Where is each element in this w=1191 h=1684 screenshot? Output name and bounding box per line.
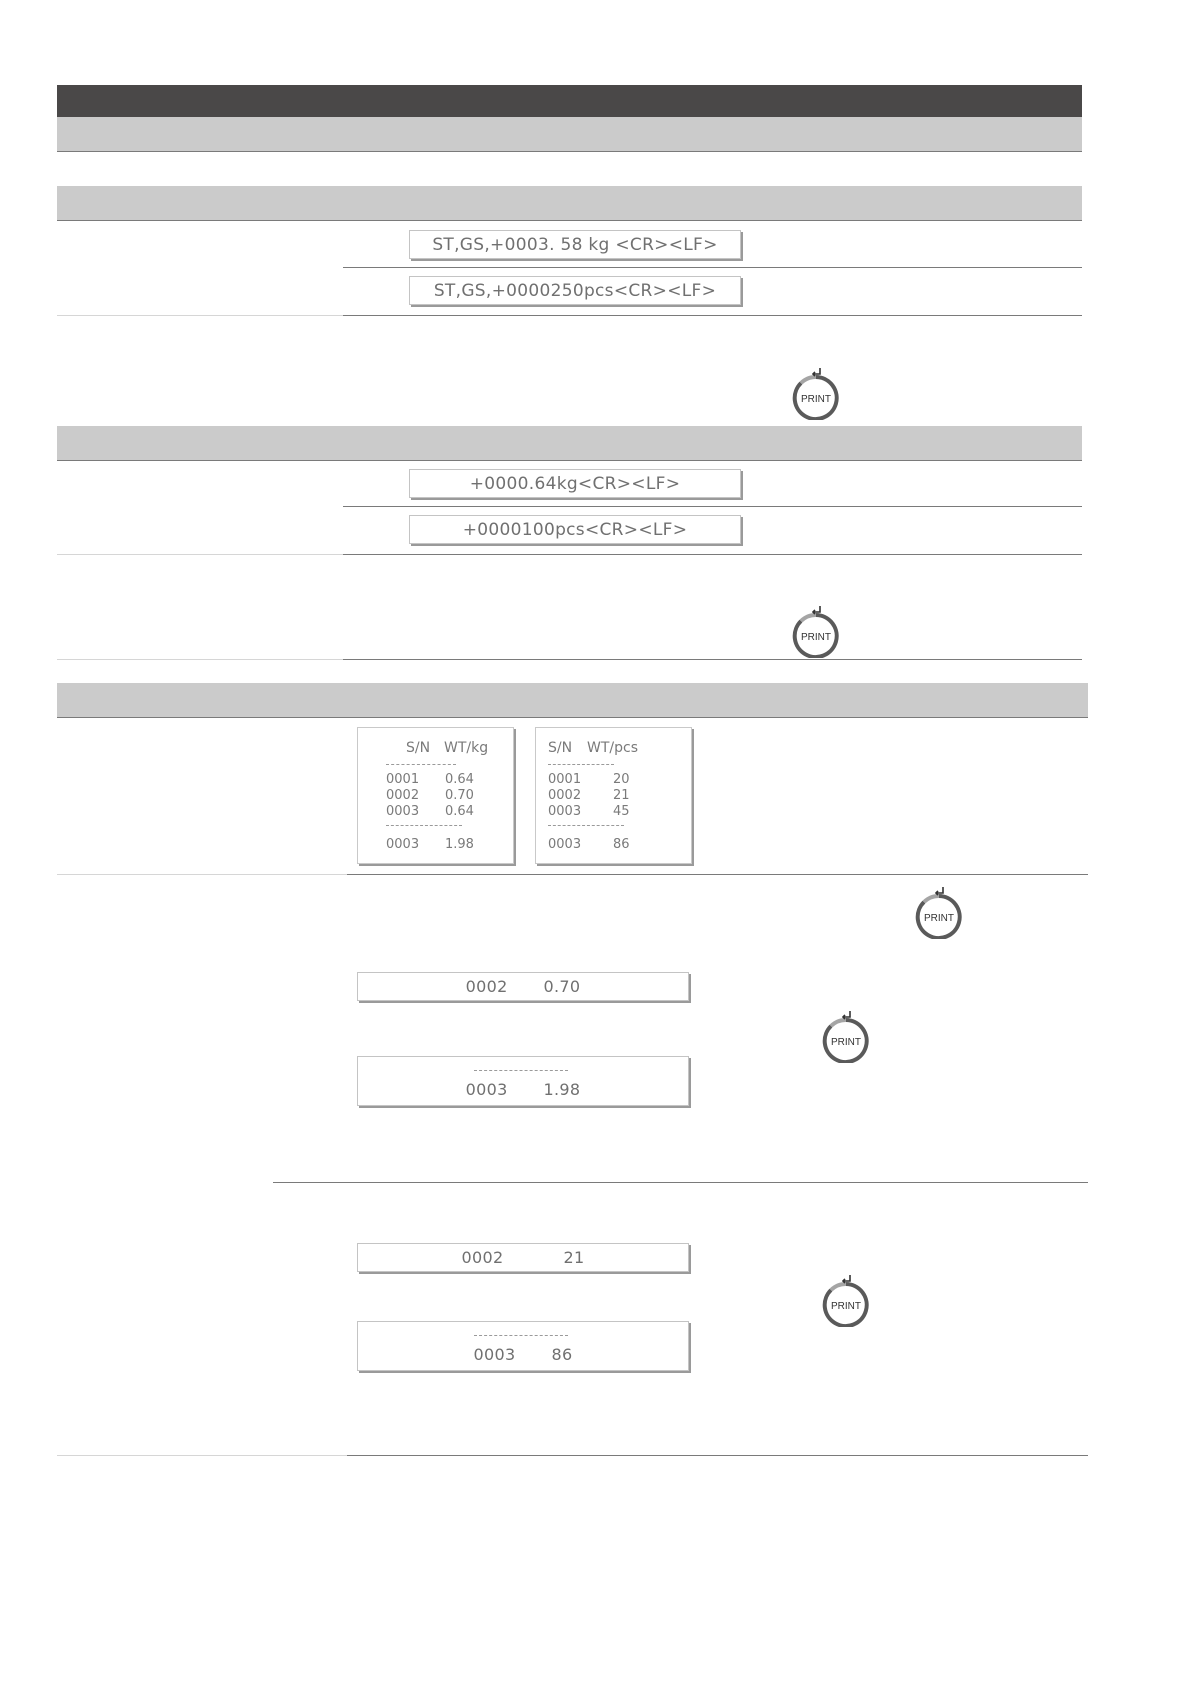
divider — [57, 1455, 347, 1456]
receipt-total-value: 86 — [613, 837, 630, 852]
divider — [273, 1182, 1088, 1183]
print-button-icon — [792, 366, 840, 420]
print-button-icon — [822, 1273, 870, 1327]
continuous-count-format — [409, 276, 741, 305]
divider — [347, 1455, 1088, 1456]
section-bar-accumulation — [57, 683, 1088, 717]
receipt-header-wt: WT/pcs — [587, 740, 638, 756]
receipt-row-sn: 0002 — [548, 788, 582, 803]
receipt-row-sn: 0001 — [386, 772, 420, 787]
svg-text:PRINT: PRINT — [831, 1037, 861, 1048]
svg-text:PRINT: PRINT — [831, 1301, 861, 1312]
divider — [343, 554, 1082, 555]
svg-text:PRINT: PRINT — [801, 632, 831, 643]
divider — [343, 315, 1082, 316]
weight-total-value: 1.98 — [543, 1080, 581, 1099]
weight-total-sn: 0003 — [465, 1080, 508, 1099]
receipt-row-value: 0.64 — [445, 772, 474, 787]
section-bar-continuous — [57, 186, 1082, 220]
svg-text:PRINT: PRINT — [801, 394, 831, 405]
header-bar — [57, 85, 1082, 117]
print-count-format — [409, 515, 741, 544]
count-total-value: 86 — [551, 1345, 573, 1364]
weight-step-sn: 0002 — [465, 977, 508, 996]
svg-text:PRINT: PRINT — [924, 913, 954, 924]
print-button-icon — [915, 885, 963, 939]
section-bar-print — [57, 426, 1082, 460]
divider — [57, 659, 343, 660]
receipt-weight — [357, 727, 514, 864]
receipt-total-value: 1.98 — [445, 837, 474, 852]
section-bar-main — [57, 117, 1082, 151]
receipt-row-value: 21 — [613, 788, 630, 803]
divider — [343, 659, 1082, 660]
receipt-header-sn: S/N — [406, 740, 431, 756]
receipt-row-value: 45 — [613, 804, 630, 819]
print-count-format-text: +0000100pcs<CR><LF> — [462, 519, 688, 540]
divider — [57, 717, 1088, 718]
count-step-total — [357, 1321, 689, 1371]
receipt-header-sn: S/N — [548, 740, 573, 756]
count-step-line — [357, 1243, 689, 1272]
continuous-weight-format-text: ST,GS,+0003. 58 kg <CR><LF> — [432, 234, 718, 255]
divider — [57, 554, 343, 555]
continuous-weight-format — [409, 230, 741, 259]
print-button-icon — [792, 604, 840, 658]
receipt-row-sn: 0003 — [386, 804, 420, 819]
continuous-count-format-text: ST,GS,+0000250pcs<CR><LF> — [433, 280, 717, 301]
print-weight-format-text: +0000.64kg<CR><LF> — [469, 473, 681, 494]
weight-step-total — [357, 1056, 689, 1106]
divider — [57, 220, 1082, 221]
count-step-sn: 0002 — [461, 1248, 504, 1267]
receipt-count — [535, 727, 692, 864]
receipt-row-value: 0.70 — [445, 788, 474, 803]
receipt-row-value: 0.64 — [445, 804, 474, 819]
divider — [57, 315, 343, 316]
divider — [57, 151, 1082, 152]
divider — [343, 267, 1082, 268]
receipt-header-wt: WT/kg — [444, 740, 489, 756]
print-button-icon — [822, 1009, 870, 1063]
weight-step-line — [357, 972, 689, 1001]
weight-step-value: 0.70 — [543, 977, 581, 996]
receipt-total-sn: 0003 — [548, 837, 582, 852]
receipt-total-sn: 0003 — [386, 837, 420, 852]
receipt-row-sn: 0003 — [548, 804, 582, 819]
divider — [57, 460, 1082, 461]
count-step-value: 21 — [563, 1248, 585, 1267]
receipt-row-value: 20 — [613, 772, 630, 787]
divider — [347, 874, 1088, 875]
print-weight-format — [409, 469, 741, 498]
count-total-sn: 0003 — [473, 1345, 516, 1364]
divider — [57, 874, 347, 875]
receipt-row-sn: 0002 — [386, 788, 420, 803]
receipt-row-sn: 0001 — [548, 772, 582, 787]
divider — [343, 506, 1082, 507]
